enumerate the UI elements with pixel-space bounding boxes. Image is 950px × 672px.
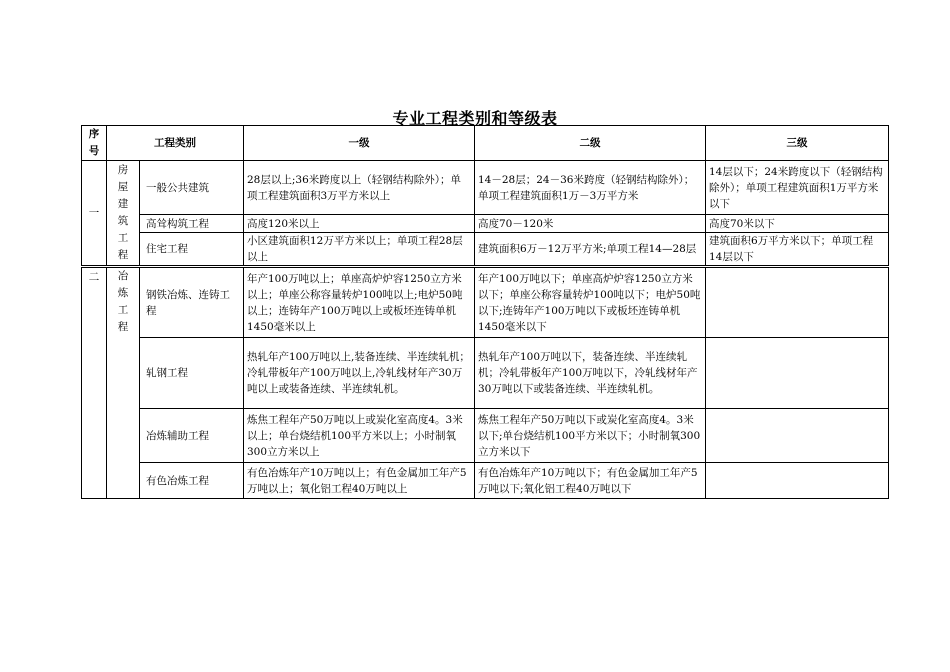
section-name-text: 冶炼工程: [117, 270, 129, 333]
header-category: 工程类别: [107, 126, 244, 161]
section-name: [107, 161, 140, 267]
engineering-grade-table: [81, 125, 889, 499]
level2-cell: 年产100万吨以下；单座高炉炉容1250立方米以下；单座公称容量转炉100吨以下；电炉50吨以下;连铸年产100万吨以下或板坯连铸单机1450毫米以下: [475, 267, 706, 338]
table-header-row: [82, 126, 889, 161]
level1-cell: 年产100万吨以上；单座高炉炉容1250立方米以上；单座公称容量转炉100吨以上;电炉50吨以上；连铸年产100万吨以上或板坯连铸单机1450毫米以上: [244, 267, 475, 338]
sub-category: 钢铁冶炼、连铸工程: [140, 267, 244, 338]
level3-cell: [706, 409, 889, 463]
page-title: 专业工程类别和等级表: [392, 109, 558, 128]
sub-category: 有色冶炼工程: [140, 463, 244, 499]
level3-cell: 高度70米以下: [706, 215, 889, 233]
table-row: [82, 338, 889, 409]
header-level2: 二级: [475, 126, 706, 161]
sub-category: 冶炼辅助工程: [140, 409, 244, 463]
sub-category: 住宅工程: [140, 233, 244, 267]
level2-cell: 14－28层；24－36米跨度（轻钢结构除外）；单项工程建筑面积1万－3万平方米: [475, 161, 706, 215]
level1-cell: 热轧年产100万吨以上,装备连续、半连续轧机；冷轧带板年产100万吨以上,冷轧线材年产30万吨以上或装备连续、半连续轧机。: [244, 338, 475, 409]
table-row: [82, 161, 889, 215]
table-row: [82, 409, 889, 463]
level2-cell: 高度70－120米: [475, 215, 706, 233]
level2-cell: 建筑面积6万－12万平方米;单项工程14—28层: [475, 233, 706, 267]
level3-cell: 建筑面积6万平方米以下；单项工程14层以下: [706, 233, 889, 267]
level3-cell: [706, 338, 889, 409]
level2-cell: 炼焦工程年产50万吨以下或炭化室高度4。3米以下;单台烧结机100平方米以下；小时制氧300立方米以下: [475, 409, 706, 463]
section-seq: 二: [82, 267, 107, 499]
level1-cell: 高度120米以上: [244, 215, 475, 233]
level1-cell: 小区建筑面积12万平方米以上；单项工程28层以上: [244, 233, 475, 267]
level3-cell: [706, 267, 889, 338]
sub-category: 高耸构筑工程: [140, 215, 244, 233]
sub-category: 轧钢工程: [140, 338, 244, 409]
level2-cell: 热轧年产100万吨以下，装备连续、半连续轧机；冷轧带板年产100万吨以下，冷轧线材年产30万吨以下或装备连续、半连续轧机。: [475, 338, 706, 409]
header-level3: 三级: [706, 126, 889, 161]
level1-cell: 有色冶炼年产10万吨以上；有色金属加工年产5万吨以上；氧化铝工程40万吨以上: [244, 463, 475, 499]
level1-cell: 炼焦工程年产50万吨以上或炭化室高度4。3米以上；单台烧结机100平方米以上；小时制氧300立方米以上: [244, 409, 475, 463]
section-name-text: 房屋建筑工程: [117, 164, 129, 261]
table-row: [82, 463, 889, 499]
section-name: [107, 267, 140, 499]
table-row: [82, 267, 889, 338]
table-row: [82, 233, 889, 267]
header-seq: 序号: [82, 126, 107, 161]
header-level1: 一级: [244, 126, 475, 161]
level3-cell: 14层以下；24米跨度以下（轻钢结构除外）；单项工程建筑面积1万平方米以下: [706, 161, 889, 215]
table-row: [82, 215, 889, 233]
sub-category: 一般公共建筑: [140, 161, 244, 215]
section-seq: 一: [82, 161, 107, 267]
level3-cell: [706, 463, 889, 499]
level2-cell: 有色冶炼年产10万吨以下；有色金属加工年产5万吨以下;氧化铝工程40万吨以下: [475, 463, 706, 499]
level1-cell: 28层以上;36米跨度以上（轻钢结构除外）；单项工程建筑面积3万平方米以上: [244, 161, 475, 215]
